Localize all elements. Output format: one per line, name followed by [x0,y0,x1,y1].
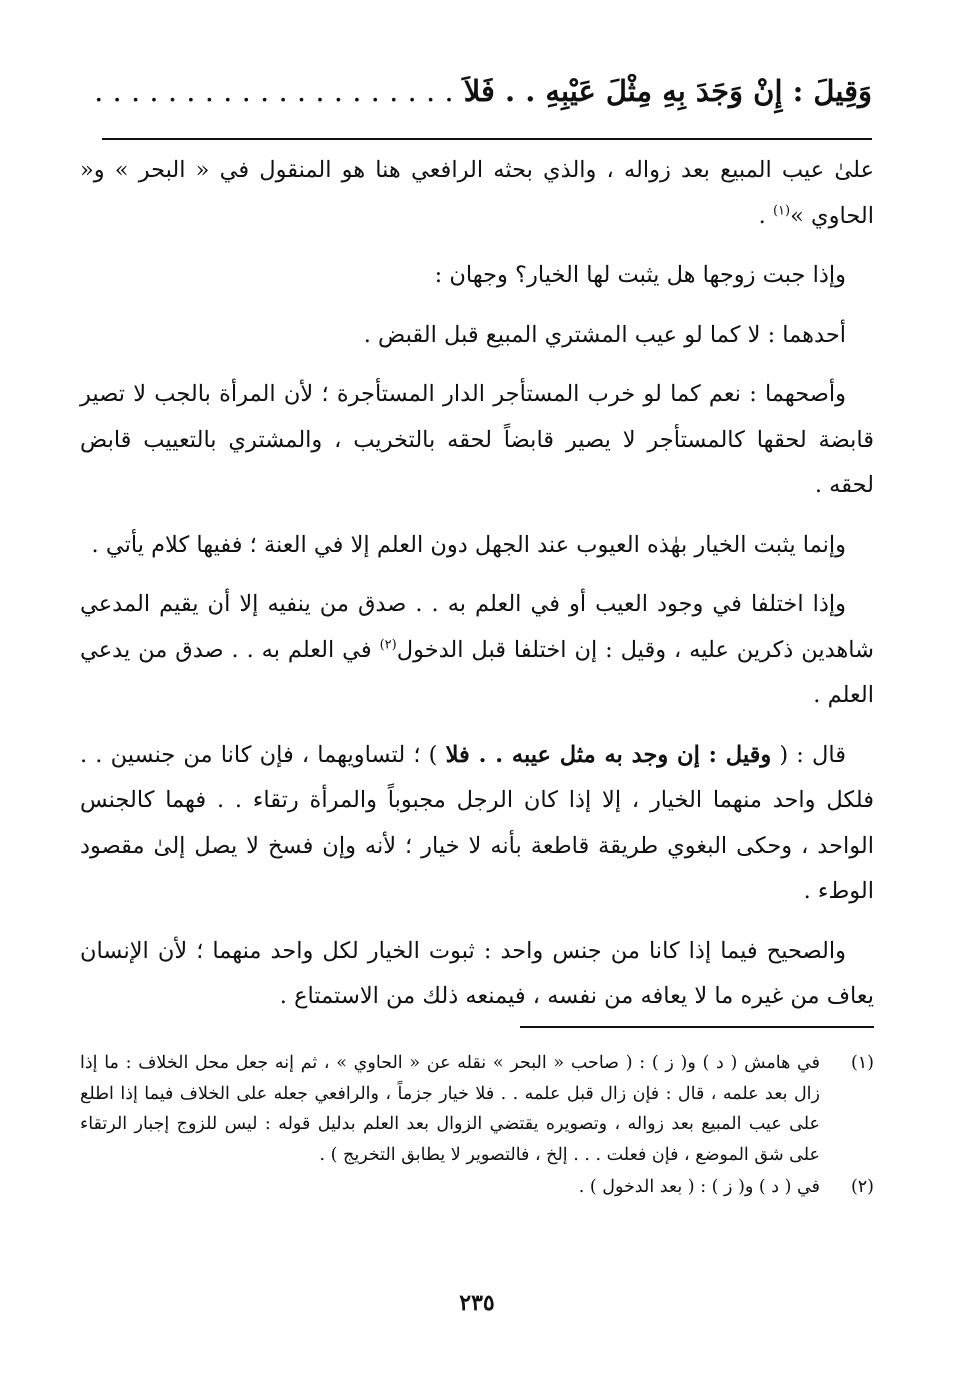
paragraph-7 [80,733,874,915]
matn-dots: . . . . . . . . . . . . . . . . . . . . [94,74,454,108]
commentary-body [80,148,874,1034]
paragraph-8: والصحيح فيما إذا كانا من جنس واحد : ثبوت الخيار لكل واحد منهما ؛ لأن الإنسان يعاف من غيره ما لا يعافه من نفسه ، فيمنعه ذلك من الاستمتاع . [80,937,874,1009]
paragraph-7-rest: ) ؛ لتساويهما ، فإن كانا من جنسين . . فلكل واحد منهما الخيار ، إلا إذا كان الرجل مجبوباً والمرأة رتقاء . . فهما كالجنس الواحد ، وحكى البغوي طريقة قاطعة بأنه لا خيار ؛ لأنه وإن فسخ لا يصل إلىٰ مقصود الوطء . [80,741,874,904]
paragraph-1 [80,148,874,239]
paragraph-5: وإنما يثبت الخيار بهٰذه العيوب عند الجهل دون العلم إلا في العنة ؛ ففيها كلام يأتي . [91,531,846,558]
footnote-1-number: (١) [850,1053,874,1073]
footnote-1 [80,1048,874,1170]
paragraph-1-text: علىٰ عيب المبيع بعد زواله ، والذي بحثه الرافعي هنا هو المنقول في « البحر » و« الحاوي » [80,157,874,229]
paragraph-3: أحدهما : لا كما لو عيب المشتري المبيع قبل القبض . [363,321,846,348]
paragraph-6-text-b: في العلم به . . صدق من يدعي العلم . [80,636,874,708]
paragraph-2: وإذا جبت زوجها هل يثبت لها الخيار؟ وجهان : [434,262,846,288]
footnote-ref-1[interactable]: (١) [772,203,791,218]
matn-quote: وقيل : إن وجد به مثل عيبه . . فلا [445,741,772,768]
paragraph-4: وأصحهما : نعم كما لو خرب المستأجر الدار المستأجرة ؛ لأن المرأة بالجب لا تصير قابضة لحقها كالمستأجر لا يصير قابضاً لحقه بالتخريب ، والمشتري بالتعييب قابض لحقه . [80,381,874,498]
footnote-2-number: (٢) [850,1177,874,1197]
footnote-1-text: في هامش ( د ) و( ز ) : ( صاحب « البحر » نقله عن « الحاوي » ، ثم إنه جعل محل الخلاف : ما إذا زال بعد علمه ، قال : فإن زال قبل علمه . . فلا خيار جزماً ، والرافعي جعله على الخلاف فيما إذا اطلع على عيب المبيع بعد زواله ، وتصويره يقتضي الزوال بعد العلم بدليل قوله : ليس للزوج إجبار الرتقاء على شق الموضع ، فإن فعلت . . . إلخ ، فالتصوير لا يطابق التخريج ) . [80,1053,820,1165]
footnote-ref-2[interactable]: (٢) [379,637,397,652]
paragraph-1-end: . [758,202,773,229]
header-divider [102,138,872,140]
matn-header [92,74,872,122]
page-number: ٢٣٥ [459,1290,495,1316]
paragraph-6 [80,582,874,719]
matn-text: وَقِيلَ : إِنْ وَجَدَ بِهِ مِثْلَ عَيْبِهِ . . فَلاَ [463,74,872,108]
paragraph-7-start: قال : ( [771,741,846,768]
paragraph-6-text-a: وإذا اختلفا في وجود العيب أو في العلم به . . صدق من ينفيه إلا أن يقيم المدعي شاهدين ذكرين عليه ، وقيل : إن اختلفا قبل الدخول [80,591,874,663]
footnote-divider [520,1026,874,1028]
footnote-2 [80,1172,874,1203]
footnotes [80,1048,874,1205]
footnote-2-text: في ( د ) و( ز ) : ( بعد الدخول ) . [578,1177,820,1197]
